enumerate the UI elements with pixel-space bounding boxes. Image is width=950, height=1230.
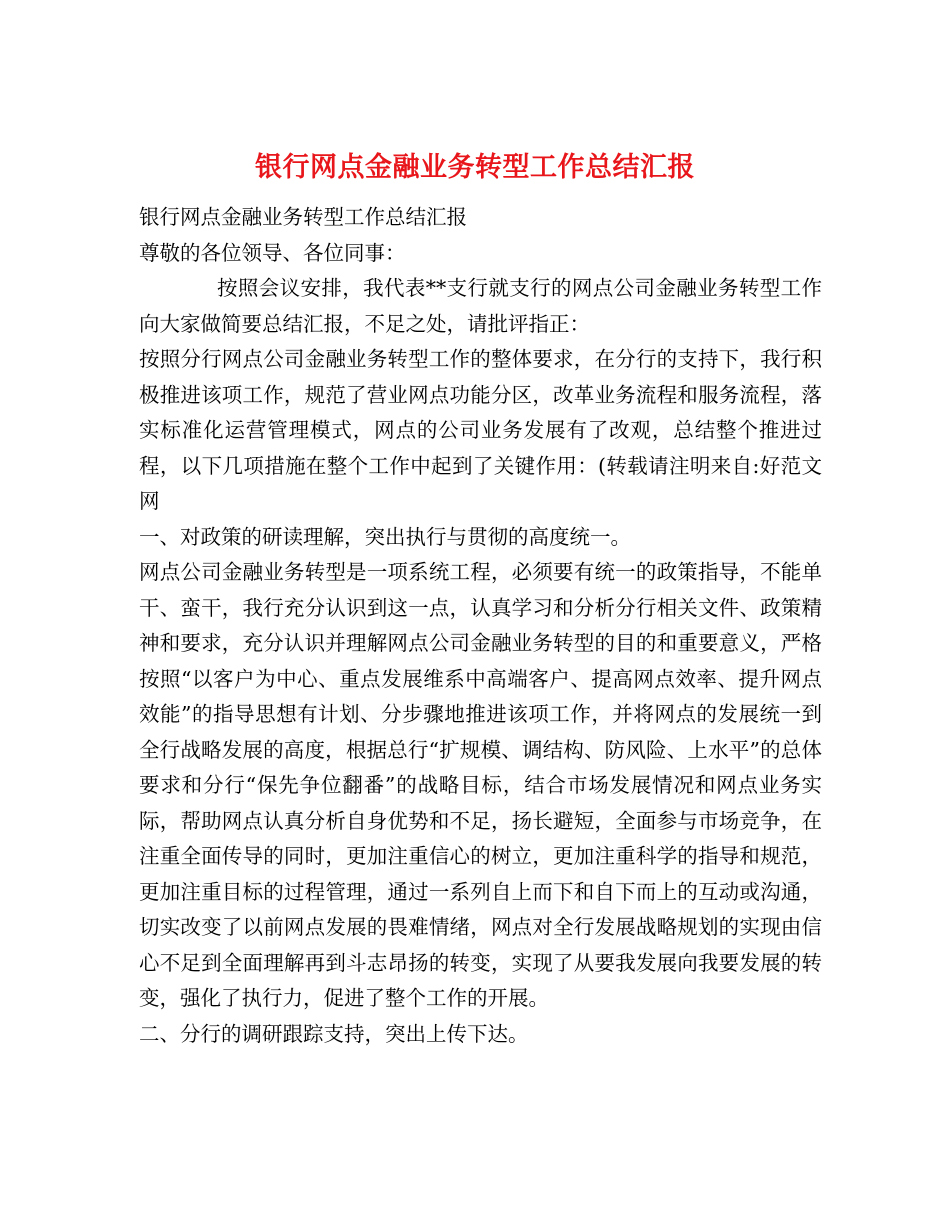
section-heading-2: 二、分行的调研跟踪支持，突出上传下达。 [139, 1021, 529, 1046]
section-heading-1: 一、对政策的研读理解，突出执行与贯彻的高度统一。 [139, 524, 631, 549]
opening-paragraph: 按照会议安排，我代表**支行就支行的网点公司金融业务转型工作向大家做简要总结汇报，不足之处，请批评指正： [139, 276, 822, 336]
overview-paragraph: 按照分行网点公司金融业务转型工作的整体要求，在分行的支持下，我行积极推进该项工作，规范了营业网点功能分区，改革业务流程和服务流程，落实标准化运营管理模式，网点的公司业务发展有了改观，总结整个推进过程，以下几项措施在整个工作中起到了关键作用：(转载请注明来自:好范文网 [139, 347, 822, 513]
subtitle-line: 银行网点金融业务转型工作总结汇报 [139, 205, 467, 229]
document-title: 银行网点金融业务转型工作总结汇报 [255, 152, 695, 184]
document-body [139, 200, 822, 1052]
salutation: 尊敬的各位领导、各位同事： [139, 240, 406, 265]
section-1-paragraph: 网点公司金融业务转型是一项系统工程，必须要有统一的政策指导，不能单干、蛮干，我行充分认识到这一点，认真学习和分析分行相关文件、政策精神和要求，充分认识并理解网点公司金融业务转型的目的和重要意义，严格按照“以客户为中心、重点发展维系中高端客户、提高网点效率、提升网点效能”的指导思想有计划、分步骤地推进该项工作，并将网点的发展统一到全行战略发展的高度，根据总行“扩规模、调结构、防风险、上水平”的总体要求和分行“保先争位翻番”的战略目标，结合市场发展情况和网点业务实际，帮助网点认真分析自身优势和不足，扬长避短，全面参与市场竞争，在注重全面传导的同时，更加注重信心的树立，更加注重科学的指导和规范，更加注重目标的过程管理，通过一系列自上而下和自下而上的互动或沟通，切实改变了以前网点发展的畏难情绪，网点对全行发展战略规划的实现由信心不足到全面理解再到斗志昂扬的转变，实现了从要我发展向我要发展的转变，强化了执行力，促进了整个工作的开展。 [139, 560, 822, 1010]
